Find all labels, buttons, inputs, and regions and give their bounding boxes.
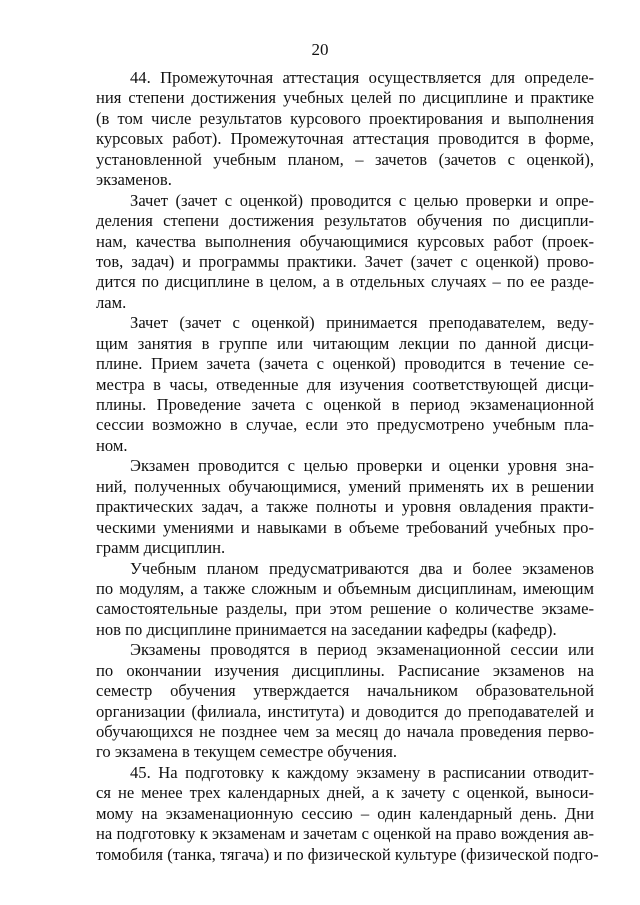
text-line: нов по дисциплине принимается на заседании кафедры (кафедр). (96, 619, 557, 639)
text-line: обучающихся не позднее чем за месяц до начала проведения перво- (96, 722, 594, 741)
text-line: 45. На подготовку к каждому экзамену в расписании отводит- (130, 762, 594, 782)
text-line: грамм дисциплин. (96, 538, 226, 558)
paragraph-credit-acceptance (96, 313, 594, 456)
text-line: дится по дисциплине в целом, а в отдельных случаях – по ее разде- (96, 272, 594, 292)
text-line: Зачет (зачет с оценкой) принимается преподавателем, веду- (130, 313, 594, 333)
text-line: Зачет (зачет с оценкой) проводится с целью проверки и опре- (130, 190, 594, 210)
text-line: щим занятия в группе или читающим лекции по данной дисци- (96, 333, 594, 353)
text-line: ния степени достижения учебных целей по дисциплине и практике (96, 88, 594, 108)
text-line: Экзамен проводится с целью проверки и оценки уровня зна- (130, 456, 594, 476)
text-line: практических задач, а также полноты и уровня овладения практи- (96, 497, 594, 517)
text-line: самостоятельные разделы, при этом решение о количестве экзаме- (96, 599, 594, 619)
text-line: по модулям, а также сложным и объемным дисциплинам, имеющим (96, 578, 594, 598)
text-line: на подготовку к экзаменам и зачетам с оценкой на право вождения ав- (96, 824, 594, 844)
paragraph-exam-purpose (96, 456, 594, 558)
text-line: установленной учебным планом, – зачетов (зачетов с оценкой), (96, 149, 594, 169)
text-line: организации (филиала, института) и доводится до преподавателей и (96, 701, 594, 721)
document-body (96, 68, 599, 865)
text-line: томобиля (танка, тягача) и по физической культуре (физической подго- (96, 844, 599, 864)
text-line: мому на экзаменационную сессию – один календарный день. Дни (96, 803, 594, 823)
text-line: 44. Промежуточная аттестация осуществляется для определе- (130, 68, 594, 87)
text-line: ний, полученных обучающимися, умений применять их в решении (96, 476, 594, 496)
paragraph-exam-schedule (96, 640, 594, 763)
text-line: Экзамены проводятся в период экзаменационной сессии или (130, 640, 594, 660)
text-line: деления степени достижения результатов обучения по дисципли- (96, 211, 594, 231)
text-line: го экзамена в текущем семестре обучения. (96, 742, 397, 762)
text-line: ческими умениями и навыками в объеме требований учебных про- (96, 517, 594, 537)
text-line: курсовых работ). Промежуточная аттестация проводится в форме, (96, 129, 594, 149)
text-line: нам, качества выполнения обучающимися курсовых работ (проек- (96, 231, 594, 251)
text-line: Учебным планом предусматриваются два и более экзаменов (130, 558, 594, 578)
text-line: плины. Проведение зачета с оценкой в период экзаменационной (96, 395, 594, 414)
text-line: по окончании изучения дисциплины. Расписание экзаменов на (96, 660, 594, 680)
text-line: семестр обучения утверждается начальником образовательной (96, 681, 594, 701)
text-line: экзаменов. (96, 170, 172, 190)
page-number: 20 (311, 40, 329, 59)
text-line: ся не менее трех календарных дней, а к зачету с оценкой, выноси- (96, 783, 594, 803)
text-line: лам. (96, 292, 127, 312)
paragraph-44-intermediate-attestation (96, 68, 594, 191)
text-line: ном. (96, 435, 128, 455)
text-line: сессии возможно в случае, если это предусмотрено учебным пла- (96, 415, 594, 435)
text-line: местра в часы, отведенные для изучения соответствующей дисци- (96, 374, 594, 394)
paragraph-45-exam-preparation (96, 762, 599, 865)
paragraph-exam-count (96, 559, 594, 641)
text-line: (в том числе результатов курсового проектирования и выполнения (96, 108, 594, 128)
paragraph-credit-purpose (96, 191, 594, 314)
text-line: плине. Прием зачета (зачета с оценкой) проводится в течение се- (96, 354, 594, 374)
text-line: тов, задач) и программы практики. Зачет (зачет с оценкой) прово- (96, 251, 594, 271)
